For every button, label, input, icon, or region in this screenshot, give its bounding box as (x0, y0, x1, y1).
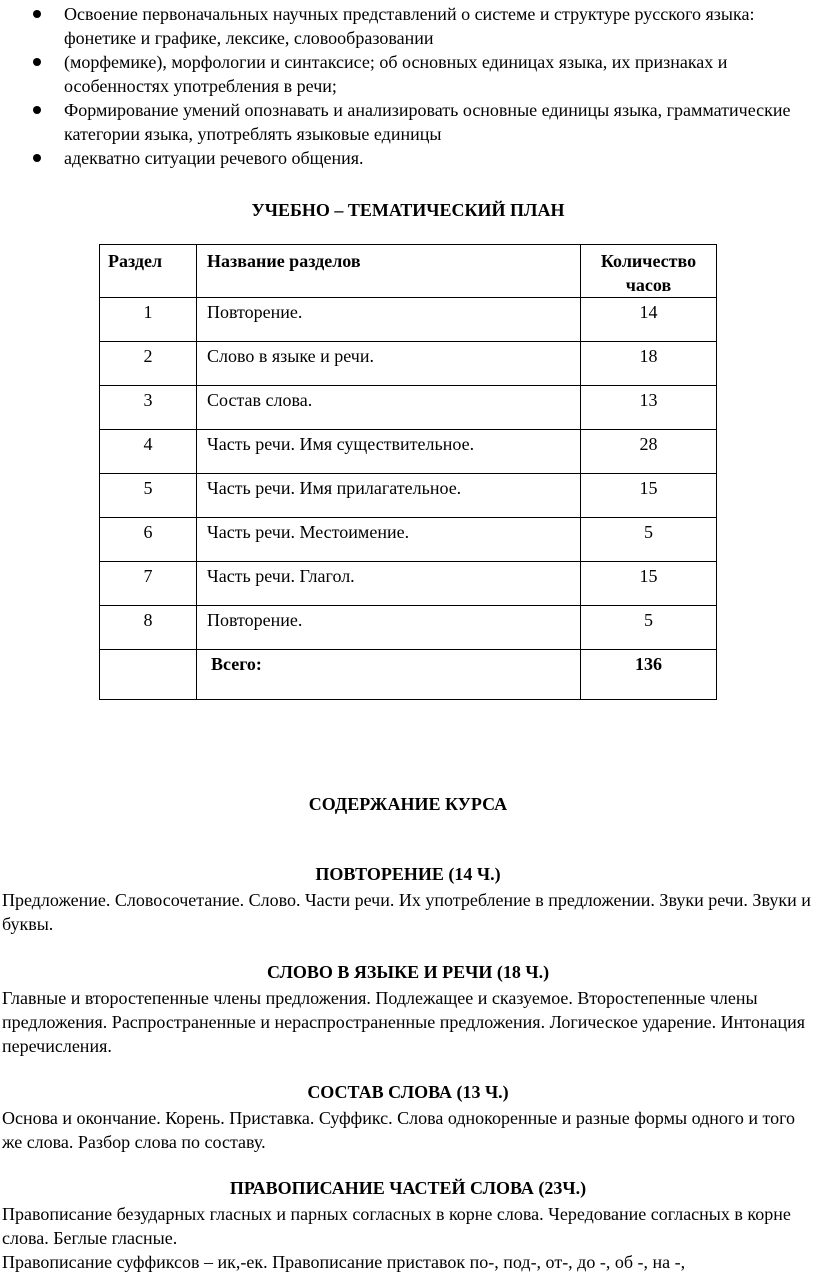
bullet-icon (33, 10, 41, 18)
bullet-icon (33, 106, 41, 114)
table-row (100, 430, 717, 474)
row-num: 6 (100, 518, 197, 562)
table-row (100, 386, 717, 430)
bullet-item: адекватно ситуации речевого общения. (0, 146, 816, 170)
row-hours: 5 (581, 518, 717, 562)
table-total-row (100, 650, 717, 700)
plan-title: УЧЕБНО – ТЕМАТИЧЕСКИЙ ПЛАН (251, 200, 565, 220)
row-hours: 13 (581, 386, 717, 430)
row-name: Слово в языке и речи. (197, 342, 581, 386)
header-section: Раздел (100, 245, 197, 298)
content-title: СОДЕРЖАНИЕ КУРСА (308, 794, 508, 814)
row-hours: 28 (581, 430, 717, 474)
section-heading: СОСТАВ СЛОВА (13 Ч.) (307, 1082, 509, 1102)
section-text: Основа и окончание. Корень. Приставка. Суффикс. Слова однокоренные и разные формы одного и того же слова. Разбор слова по составу. (2, 1108, 796, 1152)
bullet-item: Освоение первоначальных научных представлений о системе и структуре русского языка: фонетике и графике, лексике, словообразовании (0, 2, 816, 50)
table-row (100, 518, 717, 562)
section-heading: ПОВТОРЕНИЕ (14 Ч.) (315, 864, 501, 884)
section-heading: СЛОВО В ЯЗЫКЕ И РЕЧИ (18 Ч.) (266, 962, 550, 982)
table-row (100, 342, 717, 386)
row-hours: 5 (581, 606, 717, 650)
row-num: 3 (100, 386, 197, 430)
row-name: Повторение. (197, 606, 581, 650)
row-num: 1 (100, 298, 197, 342)
row-num: 8 (100, 606, 197, 650)
bullet-icon (33, 154, 41, 162)
total-label: Всего: (197, 650, 581, 700)
header-hours: Количество часов (581, 245, 717, 298)
row-name: Часть речи. Местоимение. (197, 518, 581, 562)
row-hours: 15 (581, 562, 717, 606)
row-num: 4 (100, 430, 197, 474)
total-empty-cell (100, 650, 197, 700)
bullet-list (0, 2, 816, 170)
table-row (100, 562, 717, 606)
row-hours: 14 (581, 298, 717, 342)
row-num: 7 (100, 562, 197, 606)
header-name: Название разделов (197, 245, 581, 298)
row-num: 5 (100, 474, 197, 518)
plan-table (99, 244, 717, 700)
row-num: 2 (100, 342, 197, 386)
table-row (100, 474, 717, 518)
row-name: Состав слова. (197, 386, 581, 430)
total-hours: 136 (581, 650, 717, 700)
row-name: Часть речи. Имя существительное. (197, 430, 581, 474)
row-name: Повторение. (197, 298, 581, 342)
section-text-continued: Правописание суффиксов – ик,-ек. Правописание приставок по-, под-, от-, до -, об -, на -, (2, 1252, 686, 1272)
bullet-icon (33, 58, 41, 66)
table-row (100, 298, 717, 342)
bullet-item: (морфемике), морфологии и синтаксисе; об основных единицах языка, их признаках и особенностях употребления в речи; (0, 50, 816, 98)
row-hours: 15 (581, 474, 717, 518)
section-heading: ПРАВОПИСАНИЕ ЧАСТЕЙ СЛОВА (23Ч.) (229, 1178, 587, 1198)
table-row (100, 606, 717, 650)
section-text: Предложение. Словосочетание. Слово. Части речи. Их употребление в предложении. Звуки речи. Звуки и буквы. (2, 890, 811, 934)
section-text: Правописание безударных гласных и парных согласных в корне слова. Чередование согласных в корне слова. Беглые гласные. (2, 1204, 791, 1248)
row-name: Часть речи. Глагол. (197, 562, 581, 606)
section-text: Главные и второстепенные члены предложения. Подлежащее и сказуемое. Второстепенные члены предложения. Распространенные и нераспространенные предложения. Логическое ударение. Интонация перечисления. (2, 988, 806, 1056)
table-header-row (100, 245, 717, 298)
bullet-item: Формирование умений опознавать и анализировать основные единицы языка, грамматические категории языка, употреблять языковые единицы (0, 98, 816, 146)
row-hours: 18 (581, 342, 717, 386)
row-name: Часть речи. Имя прилагательное. (197, 474, 581, 518)
